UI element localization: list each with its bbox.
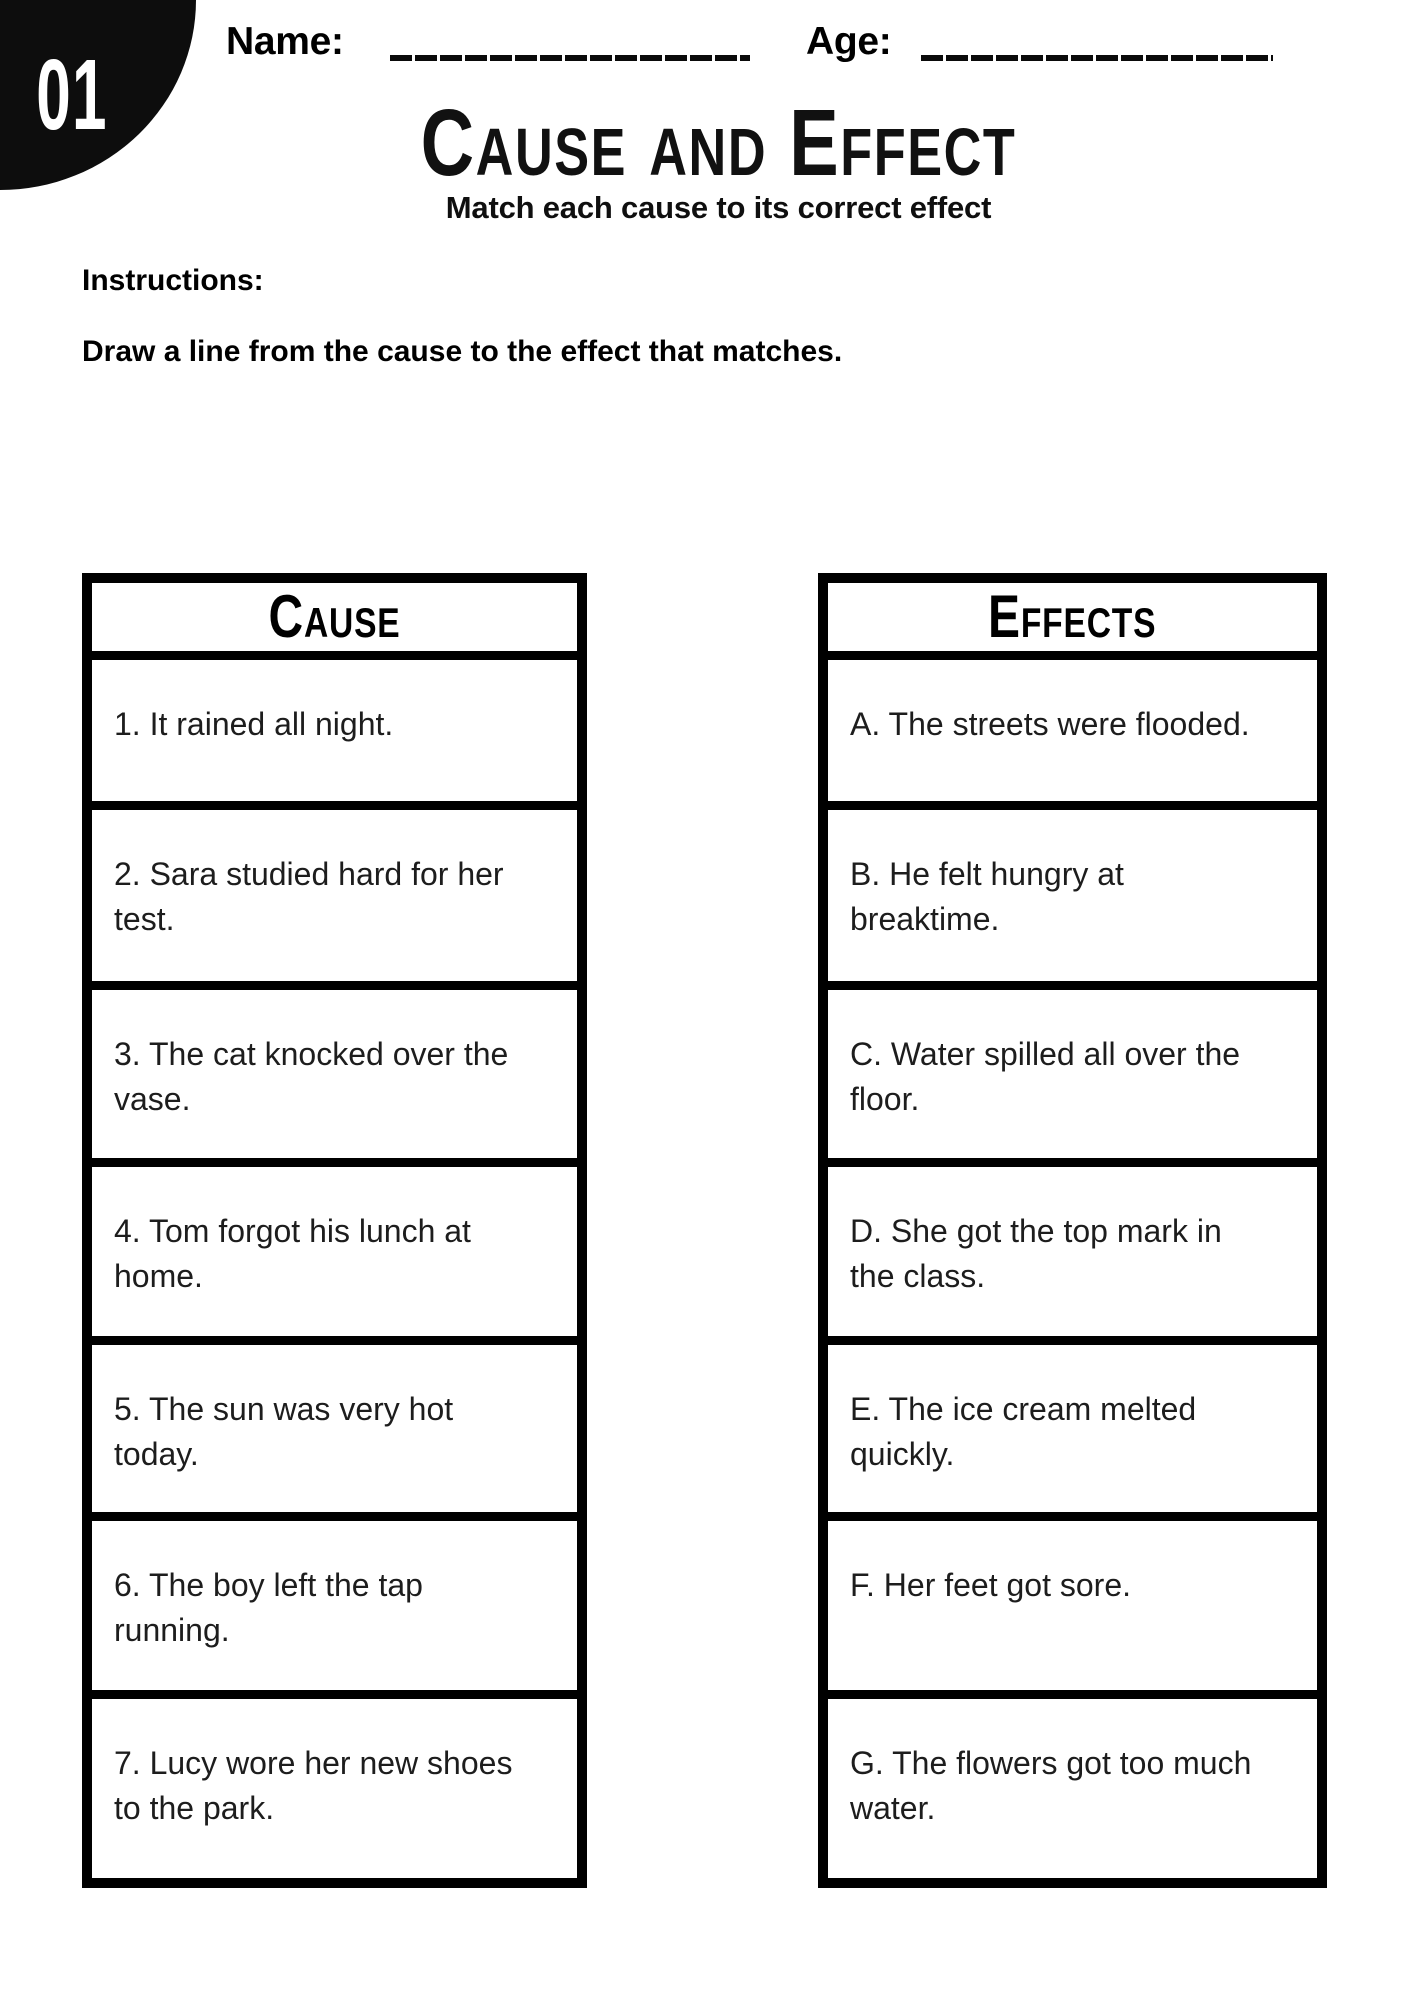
cause-row	[92, 1512, 577, 1690]
effect-row	[828, 1336, 1317, 1512]
instructions-label: Instructions:	[82, 264, 264, 297]
cause-row	[92, 1336, 577, 1512]
worksheet-title: Cause and Effect	[420, 90, 1017, 196]
cause-item-text: 4. Tom forgot his lunch at home.	[114, 1213, 471, 1295]
instructions-text: Draw a line from the cause to the effect that matches.	[82, 335, 843, 368]
page-number: 01	[36, 39, 108, 151]
effects-column	[818, 573, 1327, 1888]
cause-item-text: 1. It rained all night.	[114, 706, 394, 742]
cause-row	[92, 1690, 577, 1878]
cause-row	[92, 981, 577, 1158]
effect-row	[828, 981, 1317, 1158]
cause-column	[82, 573, 587, 1888]
effect-row	[828, 660, 1317, 801]
effects-header-label: Effects	[988, 583, 1157, 650]
effect-row	[828, 1512, 1317, 1690]
effect-item-text: B. He felt hungry at breaktime.	[850, 856, 1124, 938]
effect-item-text: C. Water spilled all over the floor.	[850, 1036, 1241, 1118]
cause-item-text: 3. The cat knocked over the vase.	[114, 1036, 509, 1118]
effect-item-text: E. The ice cream melted quickly.	[850, 1391, 1197, 1473]
effect-item-text: G. The flowers got too much water.	[850, 1745, 1252, 1827]
age-blank-line	[921, 55, 1273, 61]
cause-row	[92, 660, 577, 801]
cause-item-text: 2. Sara studied hard for her test.	[114, 856, 504, 938]
name-label: Name:	[226, 20, 344, 63]
effect-row	[828, 1158, 1317, 1336]
effects-rows	[828, 660, 1317, 1878]
cause-rows	[92, 660, 577, 1878]
page-number-badge	[0, 0, 196, 190]
effect-item-text: F. Her feet got sore.	[850, 1567, 1132, 1603]
cause-item-text: 6. The boy left the tap running.	[114, 1567, 423, 1649]
effect-row	[828, 801, 1317, 981]
cause-column-header	[92, 583, 577, 660]
cause-row	[92, 801, 577, 981]
age-label: Age:	[806, 20, 892, 63]
cause-item-text: 7. Lucy wore her new shoes to the park.	[114, 1745, 513, 1827]
name-blank-line	[390, 55, 750, 61]
effect-item-text: A. The streets were flooded.	[850, 706, 1250, 742]
effect-row	[828, 1690, 1317, 1878]
cause-row	[92, 1158, 577, 1336]
cause-header-label: Cause	[268, 583, 401, 650]
effect-item-text: D. She got the top mark in the class.	[850, 1213, 1222, 1295]
cause-item-text: 5. The sun was very hot today.	[114, 1391, 454, 1473]
worksheet-subtitle: Match each cause to its correct effect	[445, 190, 992, 225]
effects-column-header	[828, 583, 1317, 660]
